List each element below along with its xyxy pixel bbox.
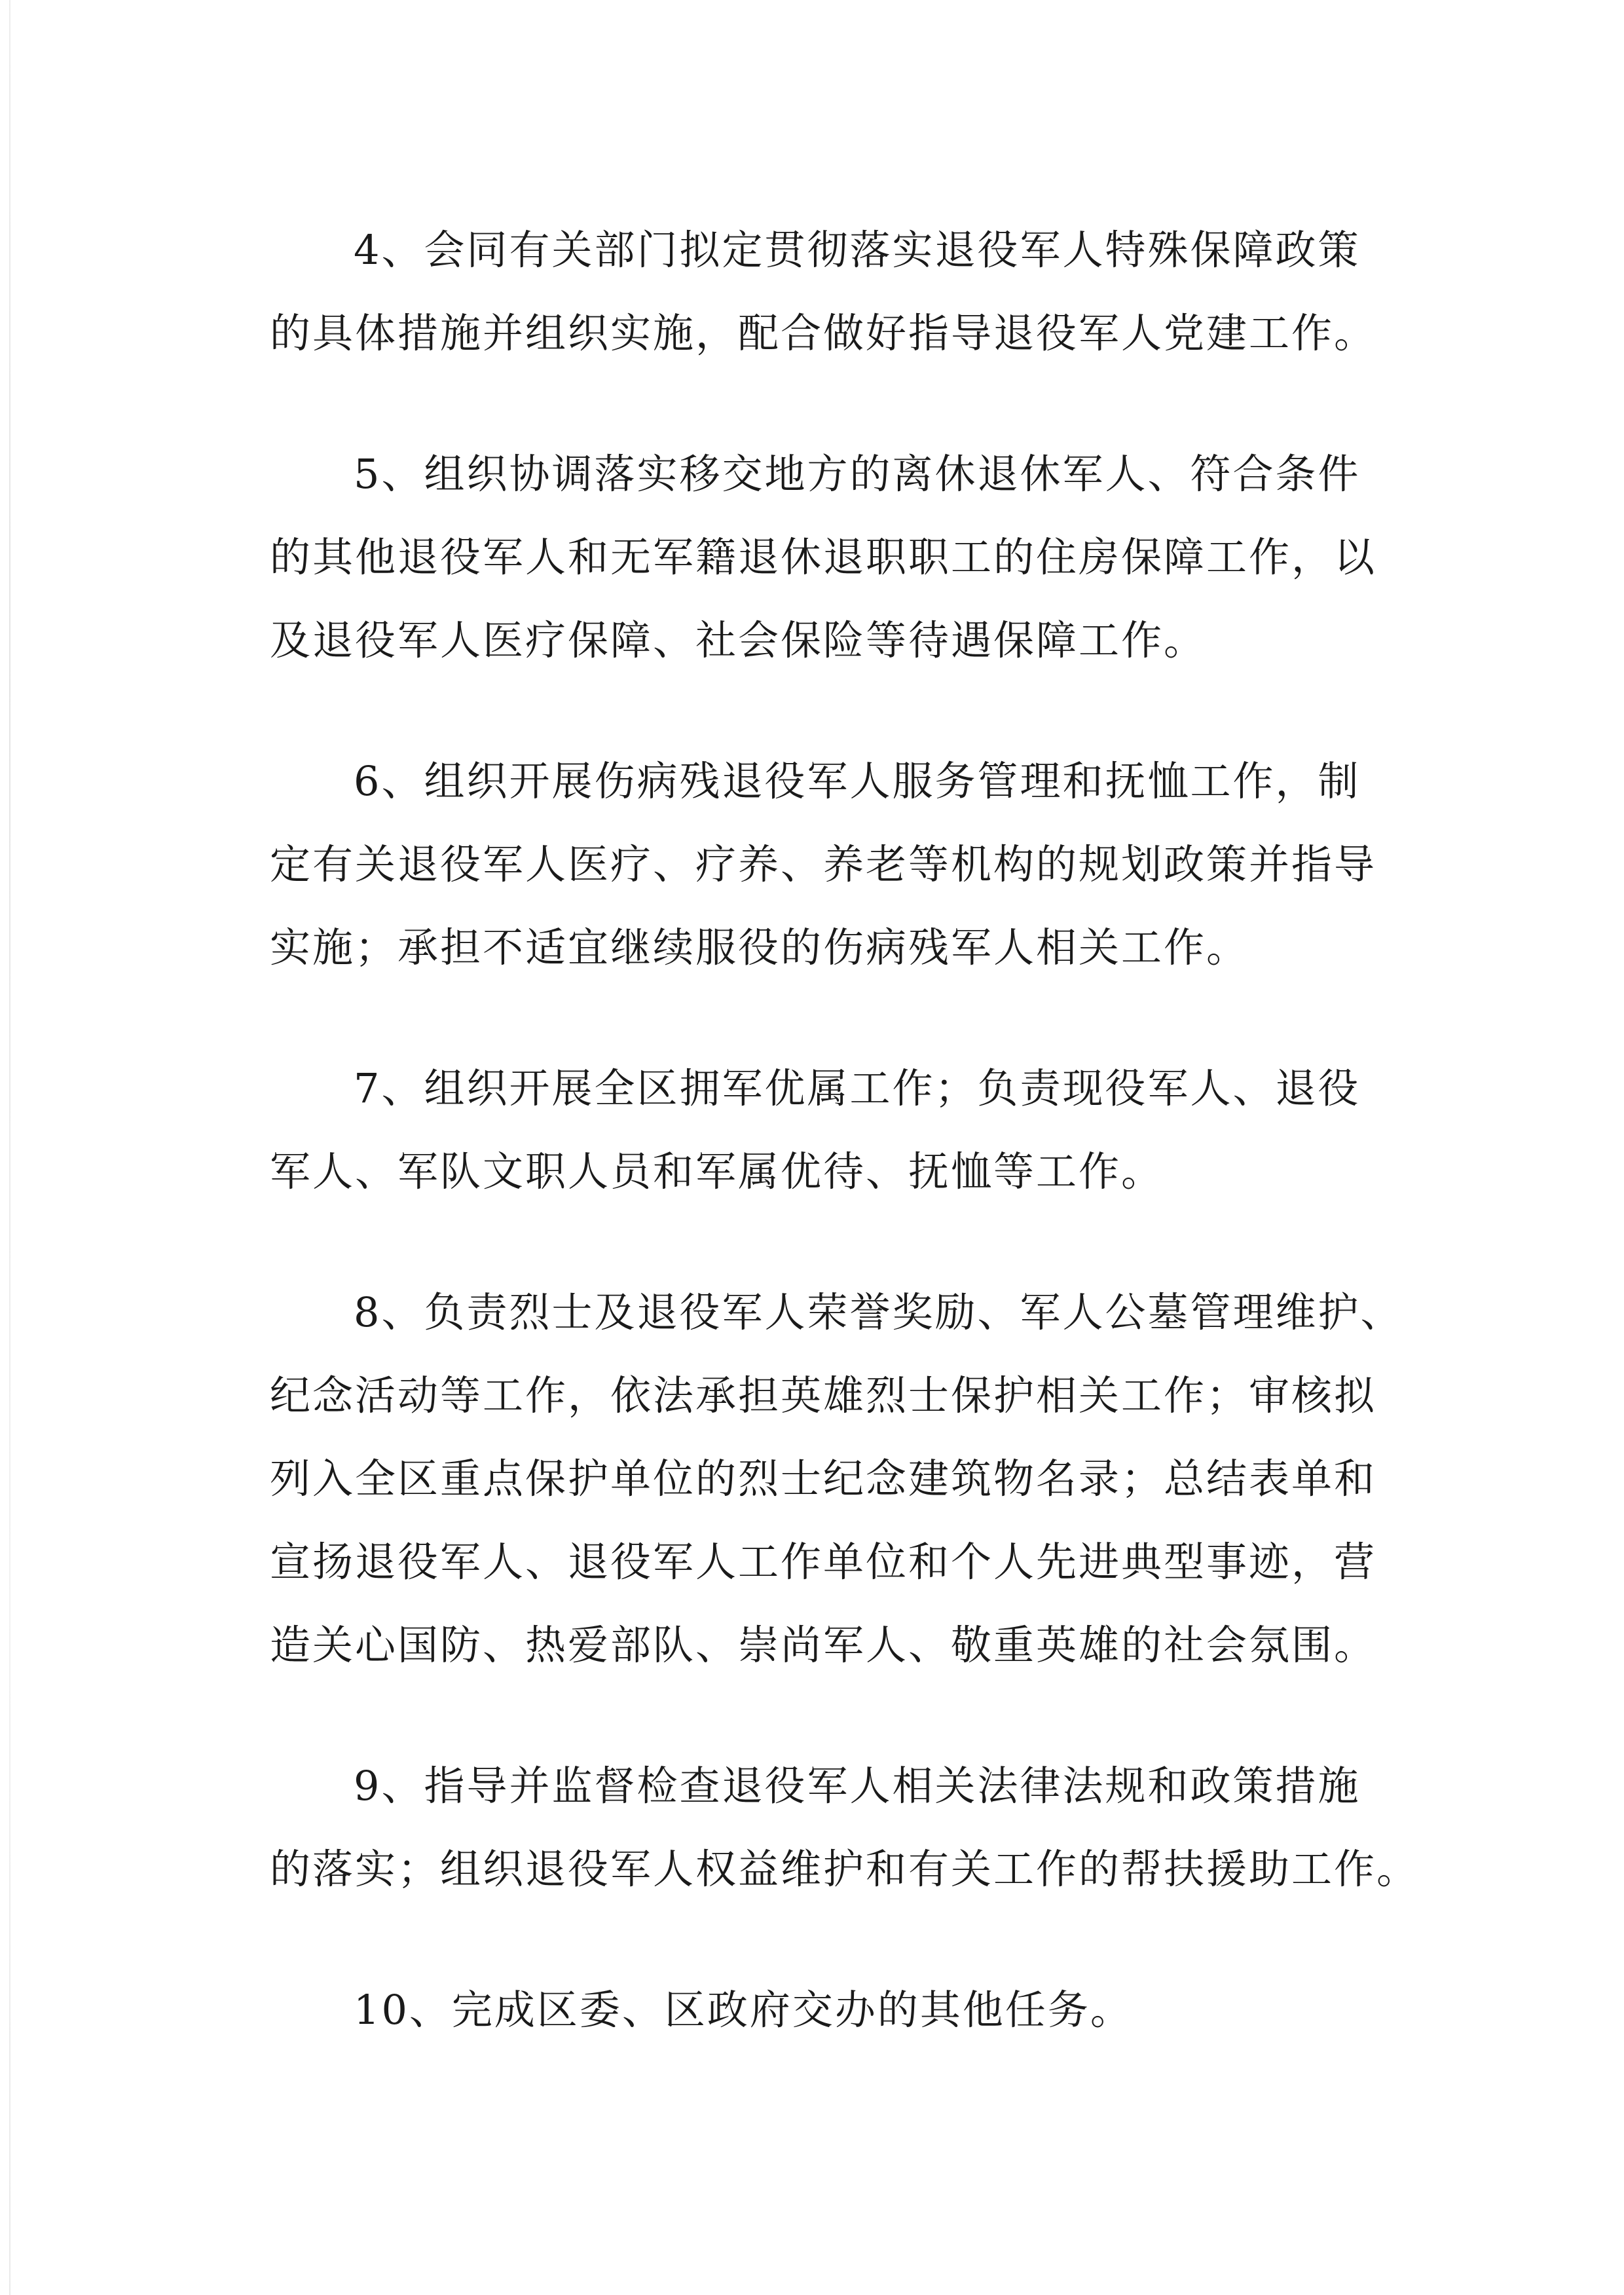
scan-edge-line: [9, 0, 10, 2295]
document-body: [270, 208, 1435, 2109]
paragraph-line: 实施；承担不适宜继续服役的伤病残军人相关工作。: [270, 924, 1249, 971]
paragraph-item-8: [270, 1271, 1435, 1687]
paragraph-line: 7、组织开展全区拥军优属工作；负责现役军人、退役: [354, 1064, 1361, 1112]
paragraph-line: 列入全区重点保护单位的烈士纪念建筑物名录；总结表单和: [270, 1455, 1377, 1502]
paragraph-item-9: [270, 1744, 1435, 1911]
paragraph-item-6: [270, 739, 1435, 989]
paragraph-line: 的具体措施并组织实施，配合做好指导退役军人党建工作。: [270, 309, 1377, 357]
paragraph-line: 4、会同有关部门拟定贯彻落实退役军人特殊保障政策: [354, 226, 1361, 274]
paragraph-line: 宣扬退役军人、退役军人工作单位和个人先进典型事迹，营: [270, 1538, 1377, 1586]
paragraph-line: 造关心国防、热爱部队、崇尚军人、敬重英雄的社会氛围。: [270, 1621, 1377, 1669]
paragraph-line: 纪念活动等工作，依法承担英雄烈士保护相关工作；审核拟: [270, 1371, 1377, 1419]
paragraph-line: 6、组织开展伤病残退役军人服务管理和抚恤工作，制: [354, 757, 1361, 805]
paragraph-line: 5、组织协调落实移交地方的离休退休军人、符合条件: [354, 450, 1361, 498]
paragraph-line: 8、负责烈士及退役军人荣誉奖励、军人公墓管理维护、: [354, 1288, 1403, 1336]
paragraph-line: 定有关退役军人医疗、疗养、养老等机构的规划政策并指导: [270, 840, 1377, 888]
paragraph-line: 的落实；组织退役军人权益维护和有关工作的帮扶援助工作。: [270, 1845, 1420, 1893]
paragraph-item-7: [270, 1047, 1435, 1213]
paragraph-item-10: [270, 1968, 1435, 2051]
paragraph-item-4: [270, 208, 1435, 375]
paragraph-line: 军人、军队文职人员和军属优待、抚恤等工作。: [270, 1148, 1164, 1195]
paragraph-line: 9、指导并监督检查退役军人相关法律法规和政策措施: [354, 1762, 1361, 1810]
paragraph-item-5: [270, 432, 1435, 682]
paragraph-line: 10、完成区委、区政府交办的其他任务。: [354, 1986, 1133, 2034]
paragraph-line: 及退役军人医疗保障、社会保险等待遇保障工作。: [270, 616, 1207, 664]
paragraph-line: 的其他退役军人和无军籍退休退职职工的住房保障工作，以: [270, 533, 1377, 581]
